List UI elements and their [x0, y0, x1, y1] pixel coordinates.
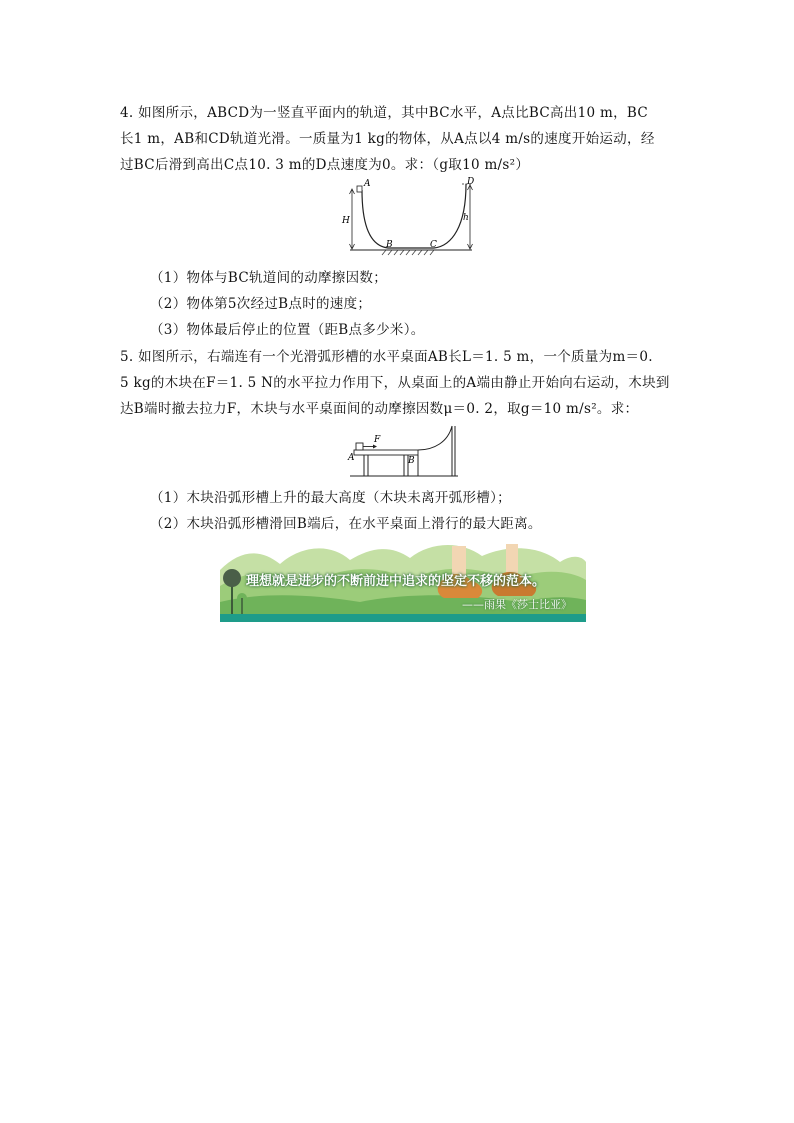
label-d: D — [467, 177, 475, 187]
q4-line-2: 长1 m，AB和CD轨道光滑。一质量为1 kg的物体，从A点以4 m/s的速度开始运动，经 — [120, 131, 655, 147]
q4-track-figure — [340, 176, 480, 256]
q5-table-figure — [344, 422, 462, 480]
q4-sub-3: （3）物体最后停止的位置（距B点多少米）。 — [150, 322, 425, 338]
label-h-small: h — [463, 213, 469, 223]
q4-sub-2: （2）物体第5次经过B点时的速度； — [150, 296, 372, 312]
label-b: B — [408, 456, 415, 466]
label-f: F — [374, 435, 381, 445]
q5-sub-2: （2）木块沿弧形槽滑回B端后，在水平桌面上滑行的最大距离。 — [150, 516, 542, 532]
question-4 — [120, 100, 676, 178]
ground-strip — [220, 614, 586, 622]
q4-sub-1: （1）物体与BC轨道间的动摩擦因数； — [150, 270, 387, 286]
q5-line-2: 5 kg的木块在F＝1. 5 N的水平拉力作用下，从桌面上的A端由静止开始向右运动，木块到 — [120, 375, 670, 391]
q5-line-3: 达B端时撤去拉力F，木块与水平桌面间的动摩擦因数μ＝0. 2，取g＝10 m/s²。求： — [120, 401, 639, 417]
label-b: B — [386, 240, 393, 250]
q4-line-3: 过BC后滑到高出C点10. 3 m的D点速度为0。求：（g取10 m/s²） — [120, 157, 530, 173]
q5-sub-1: （1）木块沿弧形槽上升的最大高度（木块未离开弧形槽）； — [150, 490, 511, 506]
label-a: A — [348, 453, 355, 463]
label-h-big: H — [342, 216, 350, 226]
block-icon — [356, 443, 363, 450]
ground-hatching — [382, 250, 434, 255]
label-c: C — [430, 240, 437, 250]
banner-author: ——雨果《莎士比亚》 — [462, 598, 572, 611]
block-icon — [357, 186, 362, 192]
q4-line-1: 4. 如图所示，ABCD为一竖直平面内的轨道，其中BC水平，A点比BC高出10 m，BC — [120, 105, 648, 121]
question-5-subparts — [120, 485, 676, 537]
banner-quote: 理想就是进步的不断前进中追求的坚定不移的范本。 — [246, 574, 546, 589]
question-4-subparts — [120, 265, 676, 343]
q5-line-1: 5. 如图所示，右端连有一个光滑弧形槽的水平桌面AB长L＝1. 5 m，一个质量为m＝0. — [120, 349, 653, 365]
question-5 — [120, 344, 676, 422]
label-a: A — [364, 179, 371, 189]
